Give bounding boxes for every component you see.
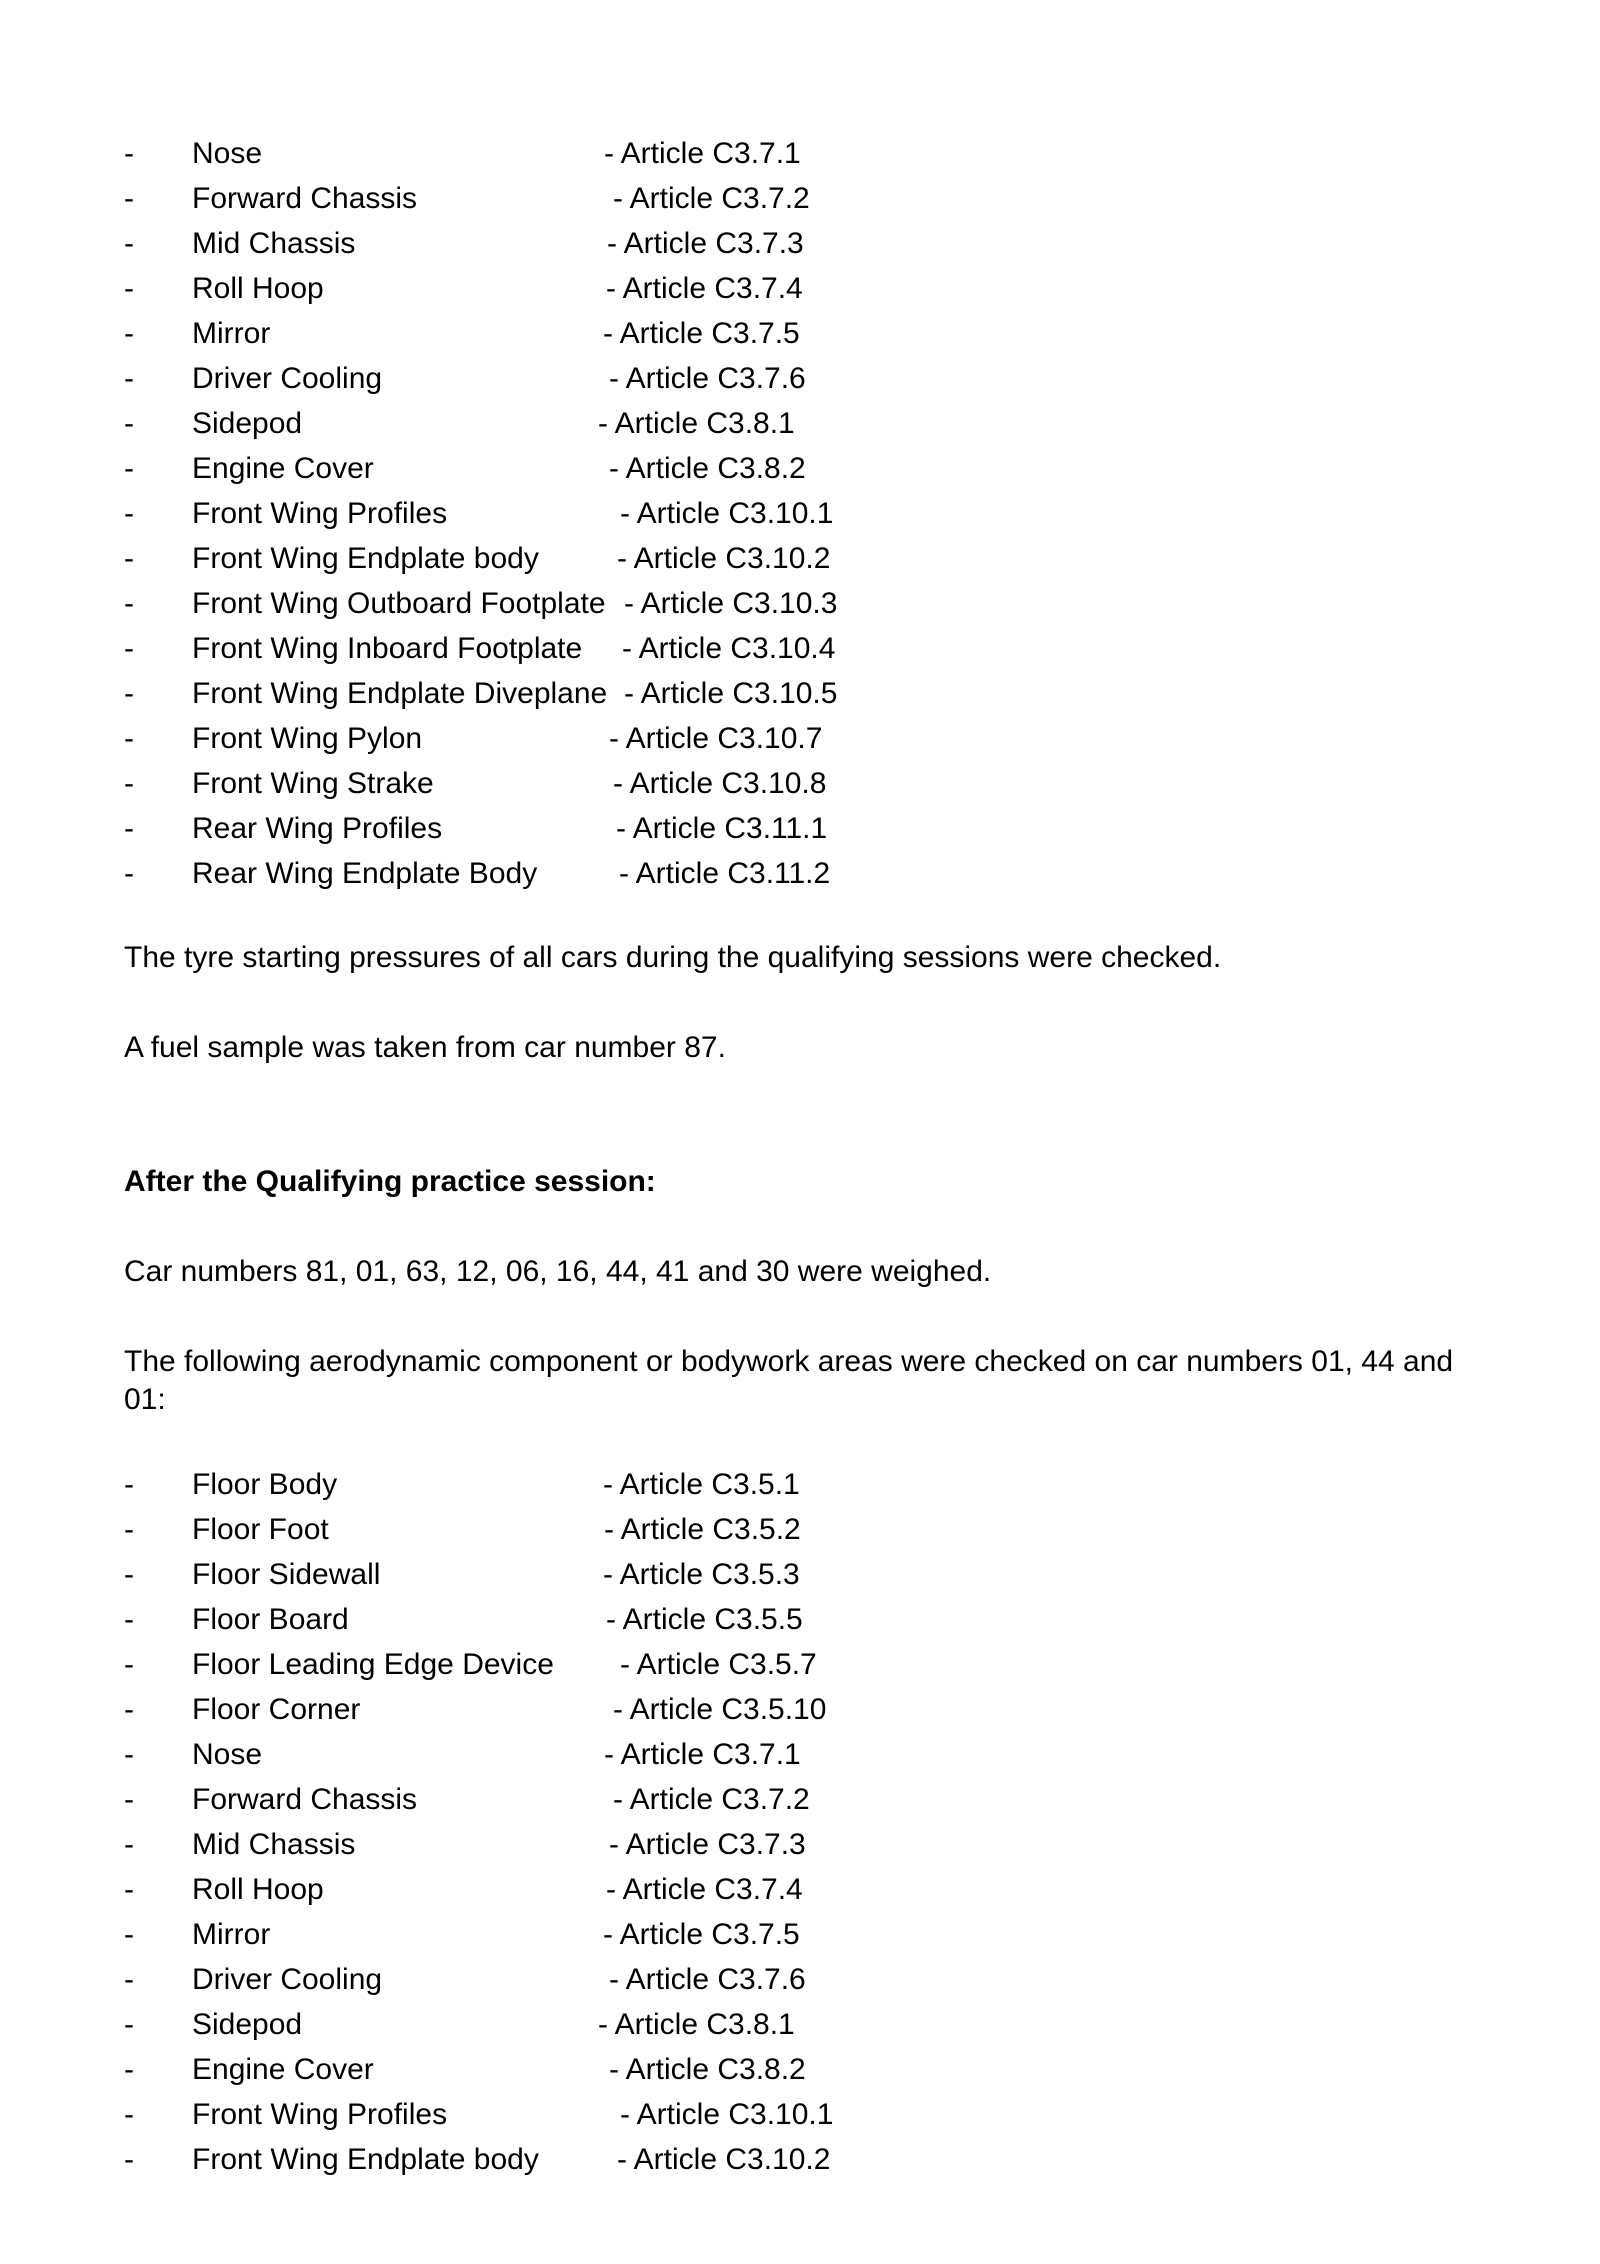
article-reference: - Article C3.5.10: [613, 1693, 827, 1726]
list-item: [0, 1822, 1600, 1867]
list-item: [0, 806, 1600, 851]
bullet-dash: -: [124, 1558, 134, 1591]
bullet-dash: -: [124, 1693, 134, 1726]
list-item: [0, 311, 1600, 356]
component-name: Floor Body: [192, 1468, 338, 1501]
list-item: [0, 266, 1600, 311]
bullet-dash: -: [124, 362, 134, 395]
article-reference: - Article C3.10.8: [613, 767, 827, 800]
list-item: [0, 716, 1600, 761]
fuel-sample-paragraph: A fuel sample was taken from car number 87.: [124, 1031, 726, 1064]
article-reference: - Article C3.7.5: [603, 1918, 800, 1951]
article-reference: - Article C3.7.2: [613, 1783, 810, 1816]
article-reference: - Article C3.7.4: [606, 272, 803, 305]
article-reference: - Article C3.10.2: [617, 2143, 831, 2176]
component-list-2: [0, 1462, 1600, 2182]
bullet-dash: -: [124, 587, 134, 620]
article-reference: - Article C3.8.1: [598, 407, 795, 440]
article-reference: - Article C3.10.3: [624, 587, 838, 620]
list-item: [0, 1957, 1600, 2002]
component-name: Front Wing Inboard Footplate: [192, 632, 583, 665]
component-name: Floor Board: [192, 1603, 349, 1636]
list-item: [0, 401, 1600, 446]
component-name: Floor Sidewall: [192, 1558, 381, 1591]
bullet-dash: -: [124, 497, 134, 530]
article-reference: - Article C3.10.5: [624, 677, 838, 710]
list-item: [0, 1642, 1600, 1687]
component-name: Forward Chassis: [192, 1783, 418, 1816]
list-item: [0, 2047, 1600, 2092]
component-name: Nose: [192, 137, 263, 170]
list-item: [0, 131, 1600, 176]
tyre-pressure-paragraph: The tyre starting pressures of all cars during the qualifying sessions were checked.: [124, 941, 1222, 974]
component-name: Engine Cover: [192, 452, 374, 485]
list-item: [0, 2092, 1600, 2137]
article-reference: - Article C3.7.2: [613, 182, 810, 215]
component-list-1: [0, 131, 1600, 896]
list-item: [0, 671, 1600, 716]
component-name: Floor Leading Edge Device: [192, 1648, 554, 1681]
component-name: Sidepod: [192, 2008, 303, 2041]
list-item: [0, 446, 1600, 491]
list-item: [0, 851, 1600, 896]
bullet-dash: -: [124, 767, 134, 800]
article-reference: - Article C3.11.2: [619, 857, 831, 890]
article-reference: - Article C3.10.1: [620, 2098, 834, 2131]
bullet-dash: -: [124, 182, 134, 215]
component-name: Front Wing Outboard Footplate: [192, 587, 606, 620]
bullet-dash: -: [124, 2008, 134, 2041]
article-reference: - Article C3.5.7: [620, 1648, 817, 1681]
list-item: [0, 581, 1600, 626]
bullet-dash: -: [124, 272, 134, 305]
article-reference: - Article C3.8.2: [609, 452, 806, 485]
bullet-dash: -: [124, 137, 134, 170]
article-reference: - Article C3.7.6: [609, 1963, 806, 1996]
article-reference: - Article C3.7.3: [607, 227, 804, 260]
list-item: [0, 1552, 1600, 1597]
bullet-dash: -: [124, 1648, 134, 1681]
list-item: [0, 1597, 1600, 1642]
weighed-cars-paragraph: Car numbers 81, 01, 63, 12, 06, 16, 44, 41 and 30 were weighed.: [124, 1255, 992, 1288]
list-item: [0, 1777, 1600, 1822]
article-reference: - Article C3.10.2: [617, 542, 831, 575]
bullet-dash: -: [124, 812, 134, 845]
list-item: [0, 1462, 1600, 1507]
bullet-dash: -: [124, 1918, 134, 1951]
article-reference: - Article C3.5.2: [604, 1513, 801, 1546]
bullet-dash: -: [124, 857, 134, 890]
component-name: Front Wing Pylon: [192, 722, 423, 755]
component-name: Rear Wing Profiles: [192, 812, 443, 845]
component-name: Front Wing Strake: [192, 767, 434, 800]
article-reference: - Article C3.10.1: [620, 497, 834, 530]
bullet-dash: -: [124, 1603, 134, 1636]
bullet-dash: -: [124, 542, 134, 575]
article-reference: - Article C3.7.4: [606, 1873, 803, 1906]
bullet-dash: -: [124, 632, 134, 665]
component-name: Roll Hoop: [192, 272, 324, 305]
article-reference: - Article C3.10.4: [622, 632, 836, 665]
component-name: Engine Cover: [192, 2053, 374, 2086]
bullet-dash: -: [124, 1738, 134, 1771]
article-reference: - Article C3.5.3: [603, 1558, 800, 1591]
bullet-dash: -: [124, 2098, 134, 2131]
bullet-dash: -: [124, 1873, 134, 1906]
article-reference: - Article C3.5.1: [603, 1468, 800, 1501]
list-item: [0, 1687, 1600, 1732]
article-reference: - Article C3.11.1: [616, 812, 828, 845]
bullet-dash: -: [124, 1963, 134, 1996]
component-name: Front Wing Profiles: [192, 497, 448, 530]
component-name: Floor Corner: [192, 1693, 361, 1726]
aero-check-paragraph: The following aerodynamic component or bodywork areas were checked on car numbers 01, 44 and 01:: [124, 1345, 1454, 1416]
bullet-dash: -: [124, 1513, 134, 1546]
bullet-dash: -: [124, 317, 134, 350]
section-heading: After the Qualifying practice session:: [124, 1165, 656, 1198]
article-reference: - Article C3.7.5: [603, 317, 800, 350]
component-name: Front Wing Endplate body: [192, 542, 539, 575]
bullet-dash: -: [124, 1828, 134, 1861]
component-name: Roll Hoop: [192, 1873, 324, 1906]
component-name: Floor Foot: [192, 1513, 329, 1546]
list-item: [0, 536, 1600, 581]
bullet-dash: -: [124, 227, 134, 260]
article-reference: - Article C3.7.6: [609, 362, 806, 395]
component-name: Front Wing Endplate Diveplane: [192, 677, 608, 710]
component-name: Front Wing Endplate body: [192, 2143, 539, 2176]
component-name: Forward Chassis: [192, 182, 418, 215]
component-name: Driver Cooling: [192, 1963, 383, 1996]
component-name: Mid Chassis: [192, 1828, 356, 1861]
list-item: [0, 176, 1600, 221]
article-reference: - Article C3.7.1: [604, 1738, 801, 1771]
bullet-dash: -: [124, 1468, 134, 1501]
list-item: [0, 491, 1600, 536]
list-item: [0, 761, 1600, 806]
list-item: [0, 2002, 1600, 2047]
article-reference: - Article C3.7.1: [604, 137, 801, 170]
bullet-dash: -: [124, 2143, 134, 2176]
article-reference: - Article C3.8.2: [609, 2053, 806, 2086]
component-name: Rear Wing Endplate Body: [192, 857, 538, 890]
list-item: [0, 1867, 1600, 1912]
bullet-dash: -: [124, 1783, 134, 1816]
bullet-dash: -: [124, 722, 134, 755]
article-reference: - Article C3.5.5: [606, 1603, 803, 1636]
article-reference: - Article C3.7.3: [609, 1828, 806, 1861]
article-reference: - Article C3.10.7: [609, 722, 823, 755]
list-item: [0, 1912, 1600, 1957]
article-reference: - Article C3.8.1: [598, 2008, 795, 2041]
component-name: Driver Cooling: [192, 362, 383, 395]
bullet-dash: -: [124, 677, 134, 710]
list-item: [0, 626, 1600, 671]
list-item: [0, 2137, 1600, 2182]
bullet-dash: -: [124, 2053, 134, 2086]
component-name: Nose: [192, 1738, 263, 1771]
list-item: [0, 221, 1600, 266]
component-name: Mirror: [192, 1918, 271, 1951]
list-item: [0, 1507, 1600, 1552]
bullet-dash: -: [124, 452, 134, 485]
component-name: Sidepod: [192, 407, 303, 440]
list-item: [0, 1732, 1600, 1777]
component-name: Mid Chassis: [192, 227, 356, 260]
bullet-dash: -: [124, 407, 134, 440]
component-name: Mirror: [192, 317, 271, 350]
component-name: Front Wing Profiles: [192, 2098, 448, 2131]
list-item: [0, 356, 1600, 401]
